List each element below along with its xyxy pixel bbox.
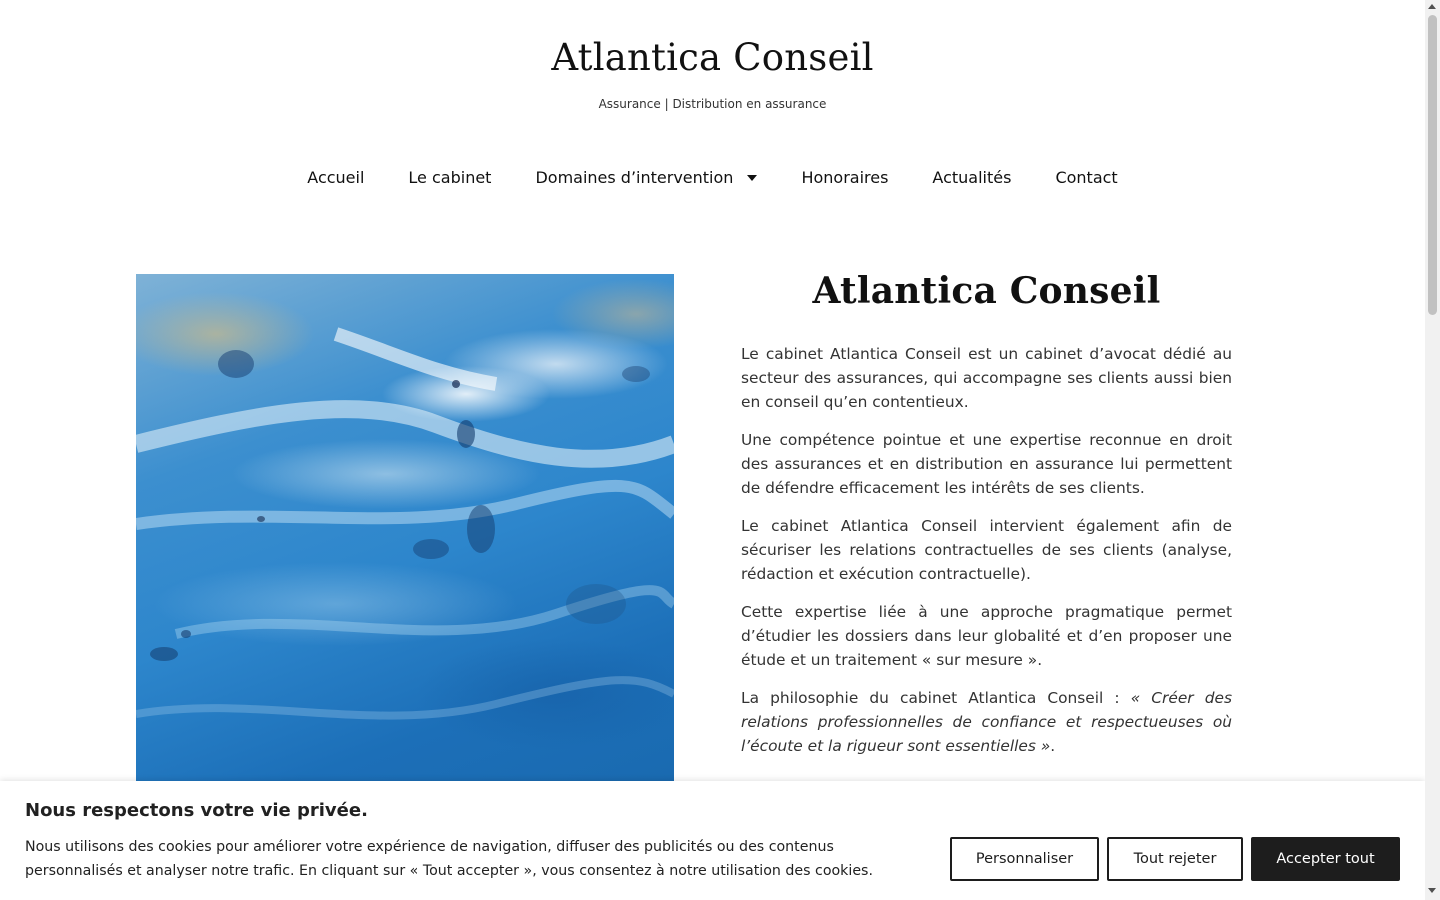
nav-item-label: Contact bbox=[1055, 168, 1118, 187]
intro-paragraph-2: Une compétence pointue et une expertise reconnue en droit des assurances et en distribution en assurance lui permettent de défendre efficacement les intérêts de ses clients. bbox=[741, 431, 1232, 497]
nav-item-label: Le cabinet bbox=[408, 168, 492, 187]
nav-item-label: Honoraires bbox=[801, 168, 889, 187]
scrollbar-thumb[interactable] bbox=[1428, 15, 1437, 315]
nav-item-accueil[interactable] bbox=[307, 168, 364, 187]
main-nav bbox=[0, 168, 1425, 187]
intro-title: Atlantica Conseil bbox=[812, 270, 1161, 312]
site-title[interactable]: Atlantica Conseil bbox=[551, 36, 874, 79]
nav-item-actualites[interactable] bbox=[932, 168, 1011, 187]
hero-image bbox=[136, 274, 674, 784]
philosophy-end: . bbox=[1050, 737, 1056, 755]
nav-item-le-cabinet[interactable] bbox=[408, 168, 491, 187]
philosophy-intro: La philosophie du cabinet Atlantica Conseil : bbox=[741, 689, 1131, 707]
nav-item-contact[interactable] bbox=[1055, 168, 1117, 187]
caret-down-icon[interactable] bbox=[747, 175, 757, 181]
intro-paragraph-3: Le cabinet Atlantica Conseil intervient également afin de sécuriser les relations contractuelles de ses clients (analyse, rédaction et exécution contractuelle). bbox=[741, 517, 1232, 583]
nav-item-label: Actualités bbox=[932, 168, 1012, 187]
philosophy-paragraph bbox=[741, 686, 1232, 758]
nav-item-label: Domaines d’intervention bbox=[535, 168, 734, 187]
intro-section bbox=[741, 270, 1232, 772]
customize-button[interactable]: Personnaliser bbox=[950, 837, 1099, 881]
accept-all-button[interactable]: Accepter tout bbox=[1251, 837, 1400, 881]
reject-all-button[interactable]: Tout rejeter bbox=[1107, 837, 1243, 881]
nav-item-label: Accueil bbox=[307, 168, 365, 187]
intro-paragraph-1: Le cabinet Atlantica Conseil est un cabinet d’avocat dédié au secteur des assurances, qui accompagne ses clients aussi bien en conseil qu’en contentieux. bbox=[741, 345, 1232, 411]
painting-texture bbox=[136, 274, 674, 784]
site-tagline: Assurance | Distribution en assurance bbox=[598, 97, 827, 111]
nav-item-honoraires[interactable] bbox=[801, 168, 888, 187]
intro-paragraph-4: Cette expertise liée à une approche pragmatique permet d’étudier les dossiers dans leur globalité et d’en proposer une étude et un traitement « sur mesure ». bbox=[741, 603, 1232, 669]
scroll-down-icon[interactable] bbox=[1428, 888, 1436, 893]
cookie-banner bbox=[0, 781, 1425, 900]
cookie-banner-text: Nous utilisons des cookies pour améliorer votre expérience de navigation, diffuser des publicités ou des contenus personnalisés et analyser notre trafic. En cliquant sur « Tout accepter », vous consentez à notre utilisation des cookies. bbox=[25, 839, 873, 879]
scroll-up-icon[interactable] bbox=[1428, 4, 1436, 9]
nav-item-domaines[interactable] bbox=[535, 168, 757, 187]
cookie-banner-title: Nous respectons votre vie privée. bbox=[25, 800, 368, 821]
philosophy-quote: « Créer des relations professionnelles de confiance et respectueuses où l’écoute et la rigueur sont essentielles » bbox=[741, 689, 1232, 755]
